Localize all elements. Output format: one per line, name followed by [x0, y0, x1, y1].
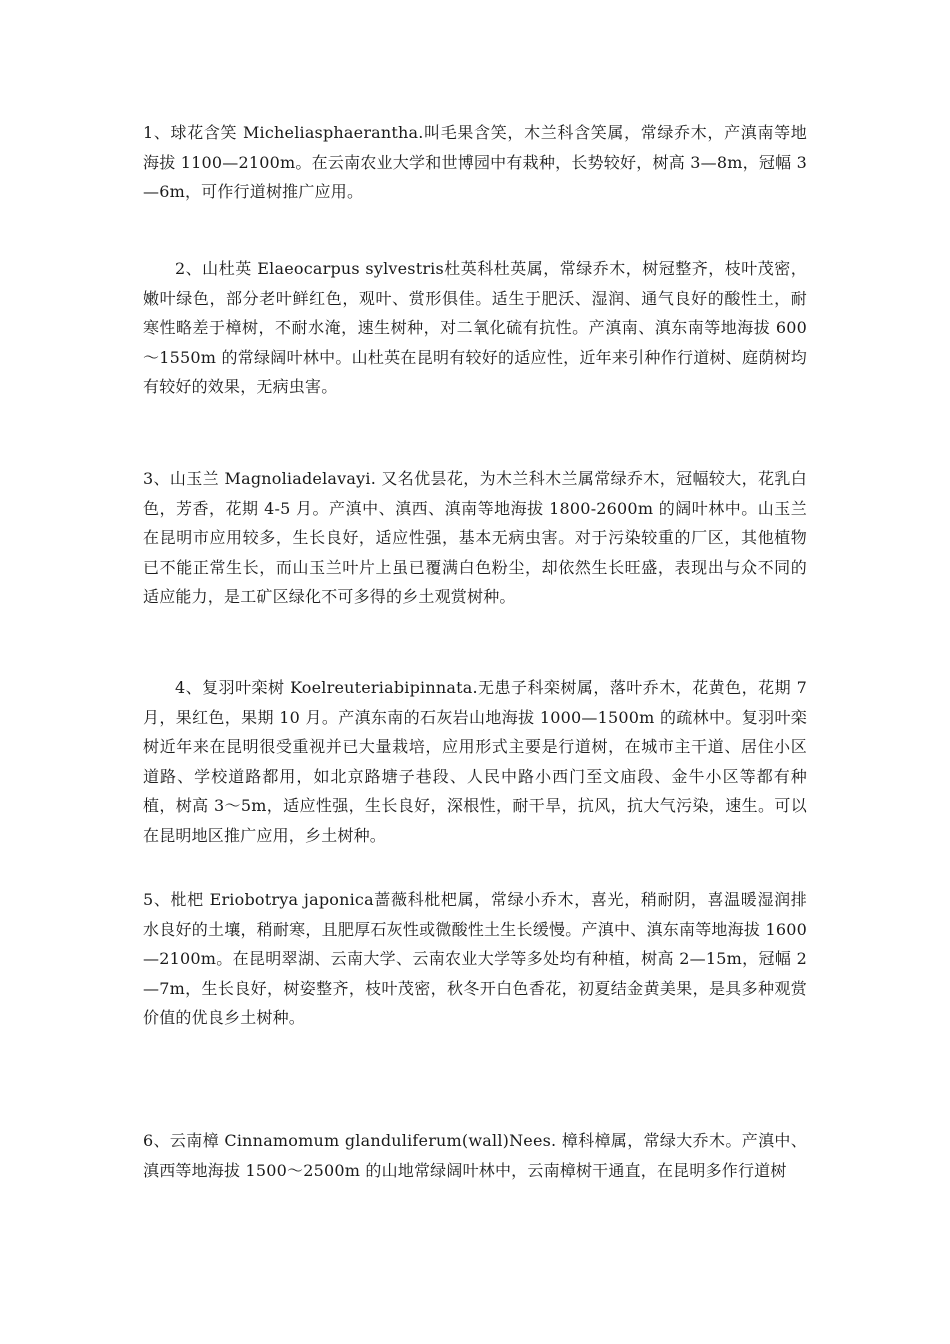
paragraph-2-elaeocarpus: 2、山杜英 Elaeocarpus sylvestris杜英科杜英属，常绿乔木，树冠整齐，枝叶茂密，嫩叶绿色，部分老叶鲜红色，观叶、赏形俱佳。适生于肥沃、湿润、通气良好的酸性土，耐寒性略差于樟树，不耐水淹，速生树种，对二氧化硫有抗性。产滇南、滇东南等地海拔 600～1550m 的常绿阔叶林中。山杜英在昆明有较好的适应性，近年来引种作行道树、庭荫树均有较好的效果，无病虫害。	[143, 259, 807, 396]
paragraph-1-michelia: 1、球花含笑 Micheliasphaerantha.叫毛果含笑，木兰科含笑属，常绿乔木，产滇南等地海拔 1100—2100m。在云南农业大学和世博园中有栽种，长势较好，树高 3—8m，冠幅 3—6m，可作行道树推广应用。	[143, 123, 807, 201]
paragraph-6-cinnamomum: 6、云南樟 Cinnamomum glanduliferum(wall)Nees. 樟科樟属，常绿大乔木。产滇中、滇西等地海拔 1500～2500m 的山地常绿阔叶林中，云南樟树干通直，在昆明多作行道树	[143, 1131, 807, 1180]
paragraph-5-eriobotrya: 5、枇杷 Eriobotrya japonica蔷薇科枇杷属，常绿小乔木，喜光，稍耐阴，喜温暖湿润排水良好的土壤，稍耐寒，且肥厚石灰性或微酸性土生长缓慢。产滇中、滇东南等地海拔 1600—2100m。在昆明翠湖、云南大学、云南农业大学等多处均有种植，树高 2—15m，冠幅 2—7m，生长良好，树姿整齐，枝叶茂密，秋冬开白色香花，初夏结金黄美果，是具多种观赏价值的优良乡土树种。	[143, 890, 807, 1027]
paragraph-4-koelreuteria: 4、复羽叶栾树 Koelreuteriabipinnata.无患子科栾树属，落叶乔木，花黄色，花期 7 月，果红色，果期 10 月。产滇东南的石灰岩山地海拔 1000—1500m 的疏林中。复羽叶栾树近年来在昆明很受重视并已大量栽培，应用形式主要是行道树，在城市主干道、居住小区道路、学校道路都用，如北京路塘子巷段、人民中路小西门至文庙段、金牛小区等都有种植，树高 3～5m，适应性强，生长良好，深根性，耐干旱，抗风，抗大气污染，速生。可以在昆明地区推广应用，乡土树种。	[143, 678, 807, 845]
paragraph-3-magnolia: 3、山玉兰 Magnoliadelavayi. 又名优昙花，为木兰科木兰属常绿乔木，冠幅较大，花乳白色，芳香，花期 4-5 月。产滇中、滇西、滇南等地海拔 1800-2600m 的阔叶林中。山玉兰在昆明市应用较多，生长良好，适应性强，基本无病虫害。对于污染较重的厂区，其他植物已不能正常生长，而山玉兰叶片上虽已覆满白色粉尘，却依然生长旺盛，表现出与众不同的适应能力，是工矿区绿化不可多得的乡土观赏树种。	[143, 469, 807, 606]
